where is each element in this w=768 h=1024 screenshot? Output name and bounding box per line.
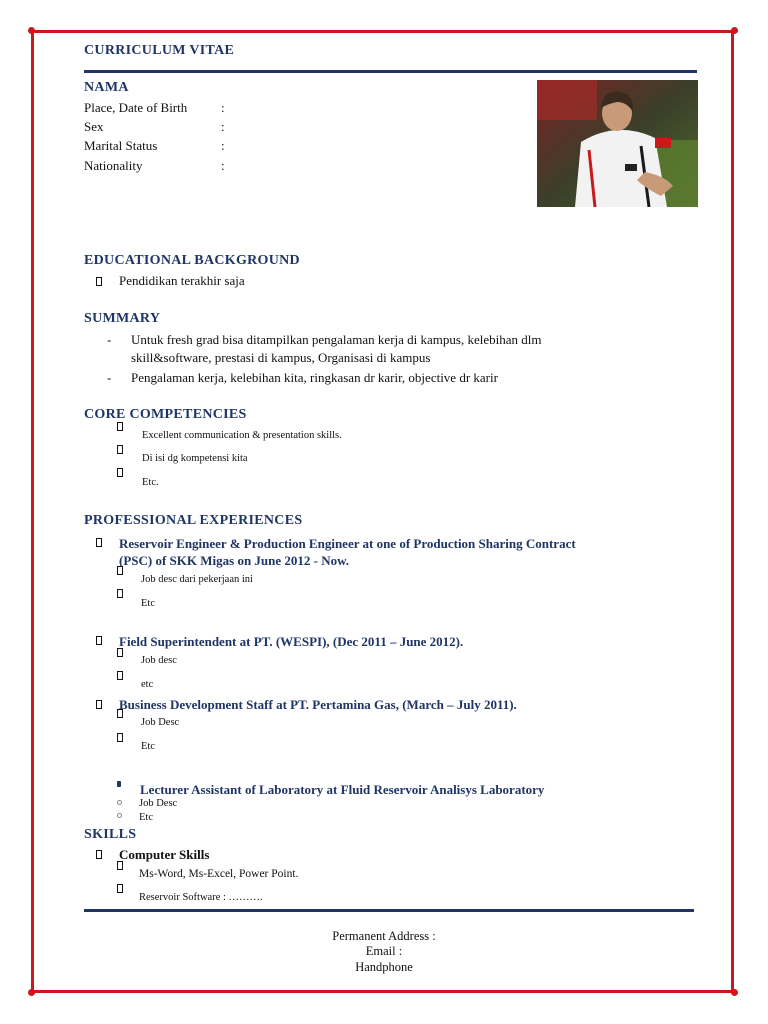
field-separator: : <box>221 158 225 173</box>
footer-email: Email : <box>365 944 403 958</box>
bullet-icon <box>117 648 123 657</box>
job-title: (PSC) of SKK Migas on June 2012 - Now. <box>119 553 350 568</box>
bullet-icon <box>117 566 123 575</box>
skill-item: Reservoir Software : ………. <box>139 892 263 903</box>
summary-item-line: Pengalaman kerja, kelebihan kita, ringkasan dr karir, objective dr karir <box>131 370 498 385</box>
skills-group-title: Computer Skills <box>119 847 210 862</box>
education-heading: EDUCATIONAL BACKGROUND <box>84 253 300 268</box>
footer-rule <box>84 909 694 912</box>
field-label: Nationality <box>84 158 143 173</box>
competency-item: Etc. <box>142 477 159 488</box>
profile-photo <box>537 80 698 207</box>
header-rule <box>84 70 697 73</box>
summary-item-line: skill&software, prestasi di kampus, Organisasi di kampus <box>131 350 431 365</box>
footer-phone: Handphone <box>355 960 413 974</box>
job-detail: Job desc dari pekerjaan ini <box>141 574 253 585</box>
bullet-icon <box>96 636 102 645</box>
circle-bullet-icon <box>117 800 122 805</box>
field-separator: : <box>221 119 225 134</box>
field-label: Sex <box>84 119 104 134</box>
competency-item: Di isi dg kompetensi kita <box>142 453 248 464</box>
border-corner <box>731 989 738 996</box>
field-label: Marital Status <box>84 138 158 153</box>
skill-item: Ms-Word, Ms-Excel, Power Point. <box>139 868 299 880</box>
border-corner <box>731 27 738 34</box>
bullet-icon <box>117 884 123 893</box>
bullet-icon <box>117 861 123 870</box>
summary-heading: SUMMARY <box>84 311 161 326</box>
dash-bullet-icon: - <box>107 370 112 385</box>
field-separator: : <box>221 138 225 153</box>
competency-item: Excellent communication & presentation skills. <box>142 430 342 441</box>
experience-heading: PROFESSIONAL EXPERIENCES <box>84 513 303 528</box>
name-heading: NAMA <box>84 80 129 95</box>
bullet-icon <box>96 277 102 286</box>
job-title: Business Development Staff at PT. Pertamina Gas, (March – July 2011). <box>119 697 517 712</box>
bullet-icon <box>117 589 123 598</box>
skills-heading: SKILLS <box>84 827 137 842</box>
job-detail: Job Desc <box>139 798 178 809</box>
job-detail: Job desc <box>141 655 177 666</box>
education-item: Pendidikan terakhir saja <box>119 273 245 288</box>
bullet-icon <box>96 700 102 709</box>
footer-address: Permanent Address : <box>332 929 436 943</box>
job-detail: Job Desc <box>141 717 180 728</box>
border-corner <box>28 989 35 996</box>
bullet-icon <box>117 671 123 680</box>
job-detail: Etc <box>141 598 155 609</box>
job-detail: Etc <box>139 812 153 823</box>
bullet-icon <box>117 468 123 477</box>
border-corner <box>28 27 35 34</box>
job-title: Reservoir Engineer & Production Engineer at one of Production Sharing Contract <box>119 536 576 551</box>
document-title: CURRICULUM VITAE <box>84 43 235 58</box>
dash-bullet-icon: - <box>107 332 112 347</box>
bullet-icon <box>117 422 123 431</box>
field-separator: : <box>221 100 225 115</box>
bullet-icon <box>117 733 123 742</box>
job-title: Lecturer Assistant of Laboratory at Fluid Reservoir Analisys Laboratory <box>140 782 545 797</box>
field-label: Place, Date of Birth <box>84 100 188 115</box>
bullet-icon <box>96 850 102 859</box>
job-detail: Etc <box>141 741 155 752</box>
bullet-icon <box>96 538 102 547</box>
bullet-icon <box>117 445 123 454</box>
circle-bullet-icon <box>117 813 122 818</box>
job-detail: etc <box>141 679 154 690</box>
competencies-heading: CORE COMPETENCIES <box>84 407 247 422</box>
summary-item-line: Untuk fresh grad bisa ditampilkan pengalaman kerja di kampus, kelebihan dlm <box>131 332 542 347</box>
job-title: Field Superintendent at PT. (WESPI), (Dec 2011 – June 2012). <box>119 634 464 649</box>
bullet-icon <box>117 781 121 787</box>
bullet-icon <box>117 709 123 718</box>
